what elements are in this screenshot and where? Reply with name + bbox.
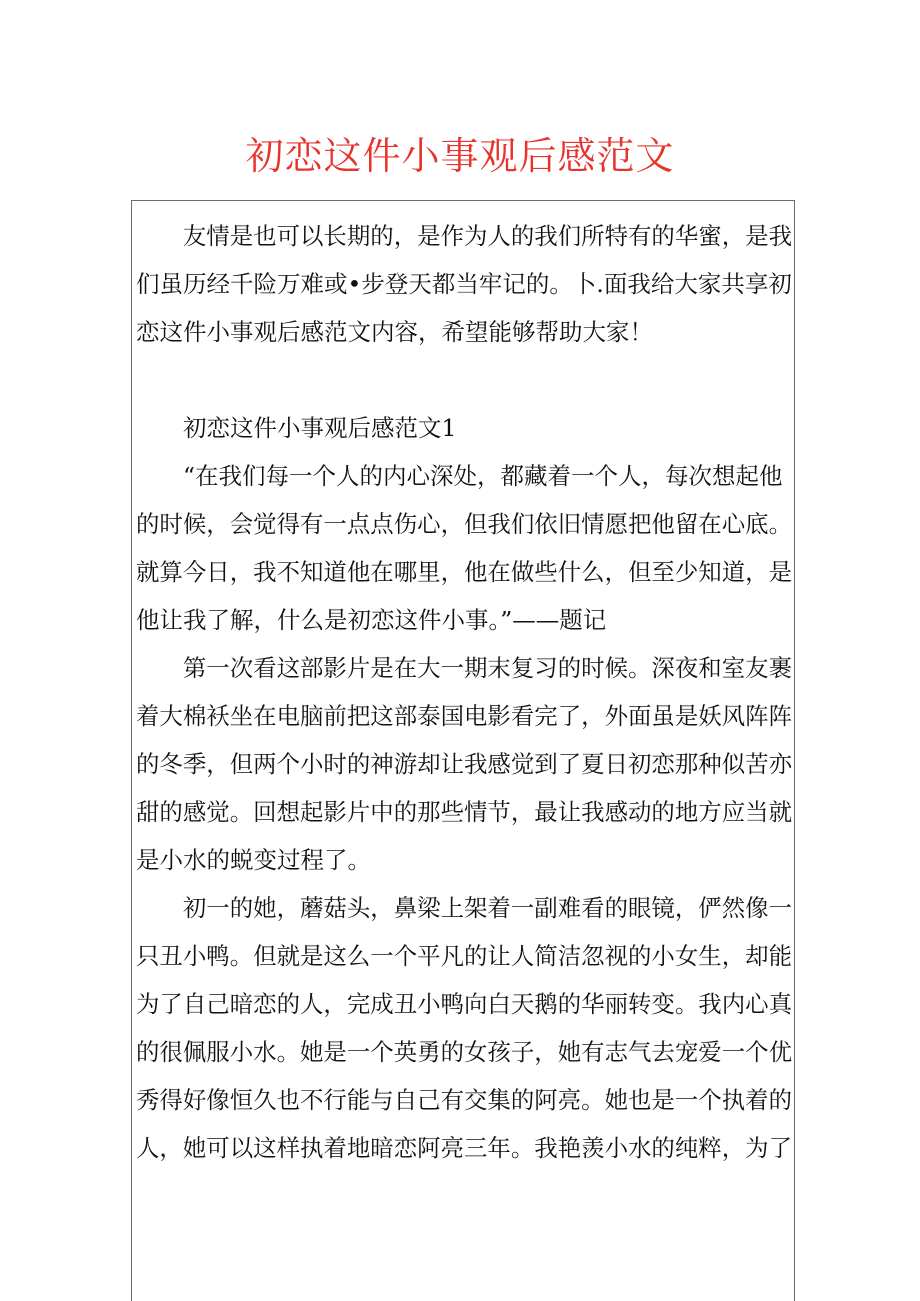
text-line: 为了自己暗恋的人，完成丑小鸭向白天鹅的华丽转变。我内心真: [136, 990, 792, 1018]
paragraph: [136, 884, 792, 1172]
text-line: 初一的她，蘑菇头，鼻梁上架着一副难看的眼镜，俨然像一: [136, 894, 792, 922]
text-line: 初恋这件小事观后感范文1: [136, 414, 457, 442]
text-line: 秀得好像恒久也不行能与自己有交集的阿亮。她也是一个执着的: [136, 1086, 792, 1114]
paragraph: [136, 212, 792, 356]
text-line: 是小水的蜕变过程了。: [136, 846, 371, 874]
text-line: 们虽历经千险万难或•步登天都当牢记的。卜.面我给大家共享初: [136, 270, 792, 298]
text-line: 的很佩服小水。她是一个英勇的女孩子，她有志气去宠爱一个优: [136, 1038, 792, 1066]
text-line: 第一次看这部影片是在大一期末复习的时候。深夜和室友裹: [136, 654, 792, 682]
text-line: 的冬季，但两个小时的神游却让我感觉到了夏日初恋那种似苦亦: [136, 750, 792, 778]
text-line: 人，她可以这样执着地暗恋阿亮三年。我艳羡小水的纯粹，为了: [136, 1134, 792, 1162]
text-line: 友情是也可以长期的，是作为人的我们所特有的华蜜，是我: [136, 222, 792, 250]
paragraph: [136, 452, 792, 644]
text-line: 只丑小鸭。但就是这么一个平凡的让人简洁忽视的小女生，却能: [136, 942, 792, 970]
text-line: “在我们每一个人的内心深处，都藏着一个人，每次想起他: [136, 462, 783, 490]
text-line: 恋这件小事观后感范文内容，希望能够帮助大家！: [136, 318, 653, 346]
document-title: 初恋这件小事观后感范文: [245, 134, 675, 178]
text-line: 甜的感觉。回想起影片中的那些情节，最让我感动的地方应当就: [136, 798, 792, 826]
text-line: 就算今日，我不知道他在哪里，他在做些什么，但至少知道，是: [136, 558, 792, 586]
text-line: 着大棉袄坐在电脑前把这部泰国电影看完了，外面虽是妖风阵阵: [136, 702, 792, 730]
document-body: [136, 212, 792, 1172]
paragraph: [136, 644, 792, 884]
paragraph: [136, 404, 792, 452]
text-line: 的时候，会觉得有一点点伤心，但我们依旧情愿把他留在心底。: [136, 510, 792, 538]
paragraph-gap: [136, 356, 792, 404]
text-line: 他让我了解，什么是初恋这件小事。”——题记: [136, 606, 607, 634]
